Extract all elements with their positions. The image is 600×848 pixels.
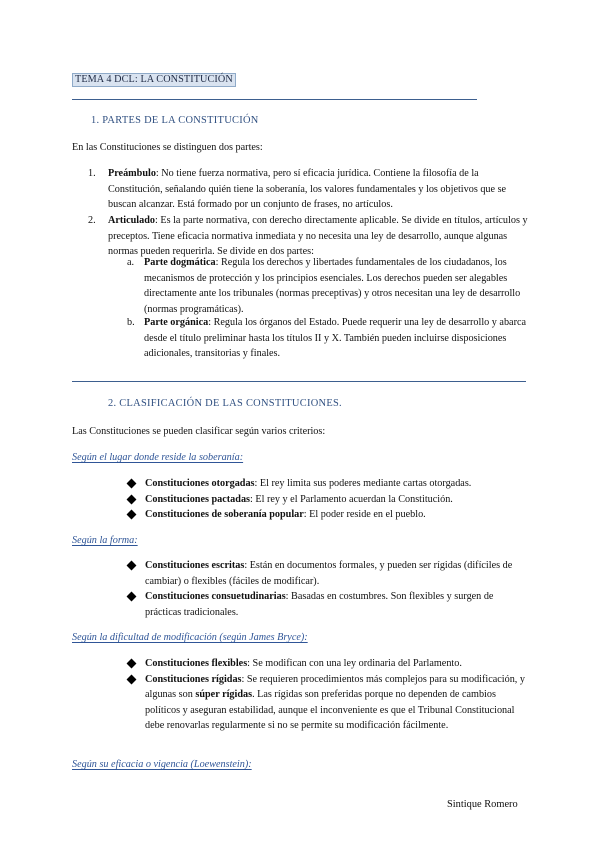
document-title: TEMA 4 DCL: LA CONSTITUCIÓN: [72, 73, 236, 87]
section-divider: [72, 381, 526, 382]
soberania-list: [145, 476, 530, 523]
list-item-rigidas: [145, 672, 530, 734]
otorgadas-text: : El rey limita sus poderes mediante cartas otorgadas.: [254, 478, 472, 489]
articulado-text: : Es la parte normativa, con derecho directamente aplicable. Se divide en títulos, artículos y preceptos. Tiene eficacia normativa inmediata y no necesita una ley de desarrollo, aunque algunas normas pueden requerirla. Se divide en dos partes:: [108, 215, 528, 258]
list-item-parte-dogmatica: [127, 255, 528, 315]
term-escritas: Constituciones escritas: [145, 560, 245, 571]
term-parte-dogmatica: Parte dogmática: [144, 257, 216, 268]
escritas-text: : Están en documentos formales, y pueden ser rígidas (difíciles de cambiar) o flexibles (fáciles de modificar).: [145, 560, 513, 587]
diamond-bullet-icon: [127, 479, 137, 489]
criterion-eficacia-heading: Según su eficacia o vigencia (Loewenstein):: [72, 759, 252, 770]
section-2-heading: 2. CLASIFICACIÓN DE LAS CONSTITUCIONES.: [108, 398, 342, 409]
criterion-modificacion-heading: Según la dificultad de modificación (según James Bryce):: [72, 632, 308, 643]
list-item-parte-organica: [127, 315, 528, 362]
footer-author: Sintique Romero: [447, 799, 518, 810]
list-number: 2.: [88, 215, 96, 226]
list-letter: b.: [127, 317, 135, 328]
diamond-bullet-icon: [127, 674, 137, 684]
term-flexibles: Constituciones flexibles: [145, 658, 248, 669]
list-letter: a.: [127, 257, 135, 268]
list-number: 1.: [88, 168, 96, 179]
flexibles-text: : Se modifican con una ley ordinaria del Parlamento.: [247, 658, 462, 669]
modificacion-list: [145, 656, 530, 734]
section-2-intro: Las Constituciones se pueden clasificar según varios criterios:: [72, 426, 326, 437]
list-item-otorgadas: [145, 476, 530, 492]
diamond-bullet-icon: [127, 561, 137, 571]
articulado-sublist: [127, 255, 528, 362]
term-articulado: Articulado: [108, 215, 155, 226]
soberania-popular-text: : El poder reside en el pueblo.: [303, 509, 426, 521]
rigidas-text-continued: . Las rígidas son preferidas porque no dependen de cambios políticos y aseguran estabilidad, aunque el inconveniente es que el Tribunal Constitucional debe renovarlas regularmente si no se permite su modificación fácilmente.: [145, 689, 515, 732]
parte-dogmatica-text: : Regula los derechos y libertades fundamentales de los ciudadanos, los mecanismos de protección y los principios esenciales. Los derechos pueden ser alegables directamente ante los tribunales (normas preceptivas) y otros necesitan una ley de desarrollo (normas programáticas).: [144, 257, 521, 315]
list-item-preambulo: [88, 166, 528, 213]
term-soberania-popular: Constituciones de soberanía popular: [145, 509, 304, 521]
list-item-escritas: [145, 558, 530, 589]
title-divider: [72, 99, 477, 100]
consuetudinarias-text: : Basadas en costumbres. Son flexibles y surgen de prácticas tradicionales.: [145, 591, 494, 618]
list-item-articulado: [88, 213, 528, 260]
diamond-bullet-icon: [127, 494, 137, 504]
term-parte-organica: Parte orgánica: [144, 317, 209, 328]
preambulo-text: : No tiene fuerza normativa, pero sí eficacia jurídica. Contiene la filosofía de la Constitución, señalando quién tiene la soberanía, los valores fundamentales y los objetivos que se buscan alcanzar. Está formado por un conjunto de frases, no artículos.: [108, 168, 507, 211]
list-item-consuetudinarias: [145, 589, 530, 620]
term-consuetudinarias: Constituciones consuetudinarias: [145, 591, 286, 603]
parte-organica-text: : Regula los órganos del Estado. Puede requerir una ley de desarrollo y abarca desde el título preliminar hasta los títulos II y X. También pueden incluirse disposiciones adicionales, transitorias y finales.: [144, 317, 527, 360]
term-preambulo: Preámbulo: [108, 168, 156, 179]
list-item-soberania-popular: [145, 507, 530, 523]
diamond-bullet-icon: [127, 659, 137, 669]
diamond-bullet-icon: [127, 592, 137, 602]
list-item-pactadas: [145, 492, 530, 508]
list-item-flexibles: [145, 656, 530, 672]
term-otorgadas: Constituciones otorgadas: [145, 478, 255, 489]
parts-list: [88, 166, 528, 260]
section-1-heading: 1. PARTES DE LA CONSTITUCIÓN: [91, 115, 259, 126]
criterion-forma-heading: Según la forma:: [72, 535, 138, 546]
term-super-rigidas: súper rígidas: [195, 689, 253, 701]
section-1-intro: En las Constituciones se distinguen dos partes:: [72, 142, 263, 153]
term-rigidas: Constituciones rígidas: [145, 673, 242, 685]
diamond-bullet-icon: [127, 510, 137, 520]
pactadas-text: : El rey y el Parlamento acuerdan la Constitución.: [250, 493, 453, 505]
criterion-soberania-heading: Según el lugar donde reside la soberanía:: [72, 452, 244, 463]
rigidas-text: : Se requieren procedimientos más complejos para su modificación, y algunas son: [145, 673, 525, 701]
forma-list: [145, 558, 530, 620]
term-pactadas: Constituciones pactadas: [145, 493, 250, 505]
